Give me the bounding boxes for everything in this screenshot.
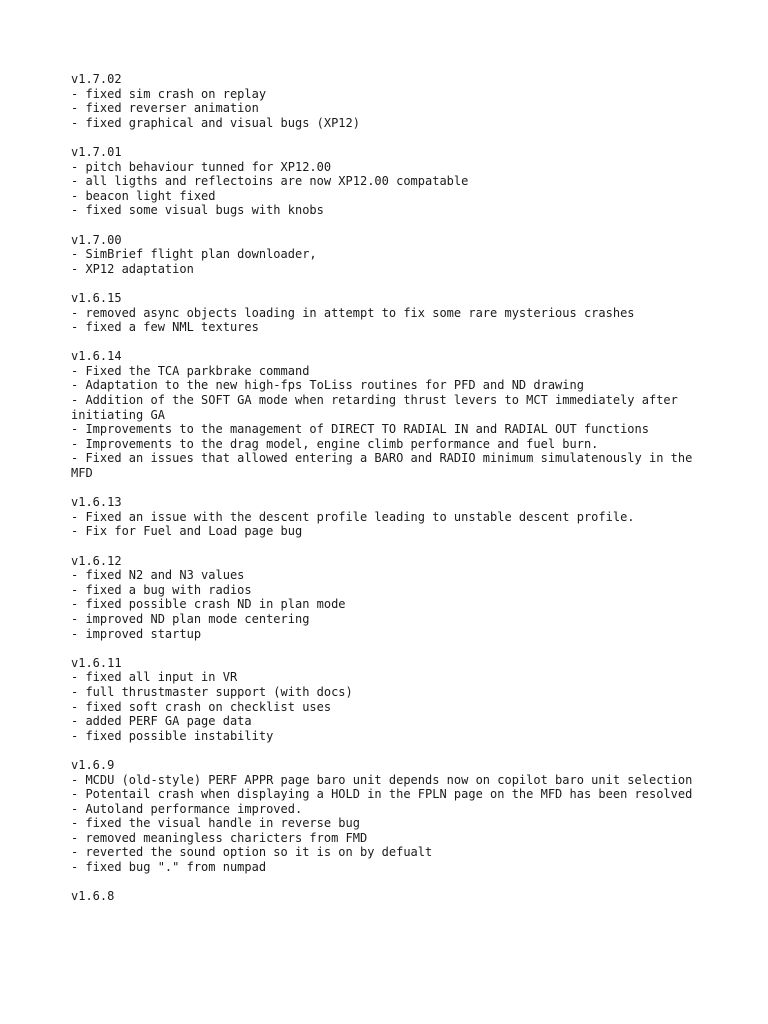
changelog-item: - fixed graphical and visual bugs (XP12)	[71, 115, 360, 130]
changelog-item: - MCDU (old-style) PERF APPR page baro unit depends now on copilot baro unit selection	[71, 772, 693, 787]
version-heading: v1.6.8	[71, 889, 115, 904]
changelog-item: - Improvements to the drag model, engine climb performance and fuel burn.	[71, 436, 599, 451]
changelog-item: - removed meaningless charicters from FMD	[71, 830, 368, 845]
changelog-section	[71, 72, 701, 130]
changelog-item: - beacon light fixed	[71, 188, 216, 203]
version-heading: v1.6.12	[71, 553, 122, 568]
changelog-section	[71, 889, 701, 904]
changelog-item: - fixed some visual bugs with knobs	[71, 203, 324, 218]
changelog-item: - pitch behaviour tunned for XP12.00	[71, 159, 332, 174]
changelog-item: - fixed N2 and N3 values	[71, 568, 245, 583]
changelog-item: - improved ND plan mode centering	[71, 611, 310, 626]
version-heading: v1.6.11	[71, 655, 122, 670]
changelog-item: - Fixed the TCA parkbrake command	[71, 363, 310, 378]
version-heading: v1.6.15	[71, 290, 122, 305]
changelog-item: - Adaptation to the new high-fps ToLiss routines for PFD and ND drawing	[71, 378, 584, 393]
changelog-item: - fixed possible crash ND in plan mode	[71, 597, 346, 612]
changelog-item: - fixed all input in VR	[71, 670, 238, 685]
changelog-item: - Potentail crash when displaying a HOLD in the FPLN page on the MFD has been resolved	[71, 787, 693, 802]
changelog-section	[71, 554, 701, 642]
changelog-document	[71, 72, 701, 918]
changelog-item: - SimBrief flight plan downloader,	[71, 247, 317, 262]
changelog-item: - Improvements to the management of DIRECT TO RADIAL IN and RADIAL OUT functions	[71, 422, 649, 437]
changelog-item: - added PERF GA page data	[71, 714, 252, 729]
changelog-item: - fixed soft crash on checklist uses	[71, 699, 332, 714]
version-heading: v1.7.02	[71, 72, 122, 86]
version-heading: v1.6.9	[71, 757, 115, 772]
changelog-item: - fixed reverser animation	[71, 101, 259, 116]
changelog-item: - fixed the visual handle in reverse bug	[71, 816, 360, 831]
changelog-item: - Fixed an issue with the descent profile leading to unstable descent profile.	[71, 509, 635, 524]
changelog-section	[71, 349, 701, 480]
changelog-section	[71, 495, 701, 539]
changelog-section	[71, 758, 701, 875]
version-heading: v1.6.14	[71, 349, 122, 364]
changelog-item: - reverted the sound option so it is on by defualt	[71, 845, 433, 860]
version-heading: v1.7.00	[71, 232, 122, 247]
changelog-item: - Autoland performance improved.	[71, 801, 303, 816]
version-heading: v1.7.01	[71, 144, 122, 159]
changelog-item: - XP12 adaptation	[71, 261, 194, 276]
changelog-section	[71, 291, 701, 335]
changelog-item: - fixed a few NML textures	[71, 320, 259, 335]
changelog-item: - Fix for Fuel and Load page bug	[71, 524, 303, 539]
changelog-item: - fixed possible instability	[71, 728, 274, 743]
changelog-item: - Addition of the SOFT GA mode when retarding thrust levers to MCT immediately after initiating GA	[71, 393, 686, 422]
changelog-item: - fixed bug "." from numpad	[71, 860, 267, 875]
changelog-section	[71, 145, 701, 218]
changelog-item: - full thrustmaster support (with docs)	[71, 684, 353, 699]
changelog-item: - improved startup	[71, 626, 202, 641]
changelog-item: - all ligths and reflectoins are now XP12.00 compatable	[71, 174, 469, 189]
changelog-section	[71, 233, 701, 277]
changelog-section	[71, 656, 701, 744]
version-heading: v1.6.13	[71, 495, 122, 510]
changelog-item: - fixed a bug with radios	[71, 582, 252, 597]
changelog-item: - fixed sim crash on replay	[71, 86, 267, 101]
changelog-item: - removed async objects loading in attempt to fix some rare mysterious crashes	[71, 305, 635, 320]
changelog-item: - Fixed an issues that allowed entering a BARO and RADIO minimum simulatenously in the MFD	[71, 451, 700, 481]
